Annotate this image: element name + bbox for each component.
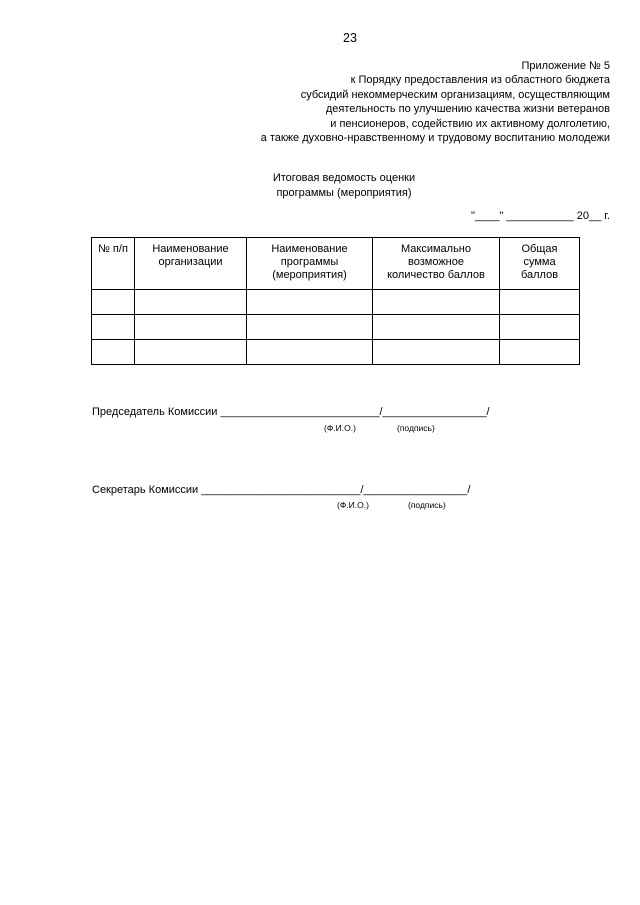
table-row bbox=[92, 315, 580, 340]
chairman-signature-line: Председатель Комиссии __________________________/_________________/ bbox=[92, 406, 490, 418]
title-line-2: программы (мероприятия) bbox=[276, 186, 412, 199]
appendix-line: деятельность по улучшению качества жизни ветеранов bbox=[325, 103, 610, 116]
table-cell[interactable] bbox=[500, 290, 580, 315]
document-title bbox=[0, 171, 640, 200]
table-cell[interactable] bbox=[247, 290, 373, 315]
chairman-signature-hint: (подпись) bbox=[397, 423, 435, 433]
date-line: "____" ___________ 20__ г. bbox=[471, 210, 610, 222]
chairman-fio-hint: (Ф.И.О.) bbox=[324, 423, 356, 433]
secretary-signature-hint: (подпись) bbox=[408, 500, 446, 510]
table-cell[interactable] bbox=[92, 340, 135, 365]
table-cell[interactable] bbox=[373, 290, 500, 315]
table-row bbox=[92, 290, 580, 315]
table-cell[interactable] bbox=[135, 290, 247, 315]
secretary-fio-hint: (Ф.И.О.) bbox=[337, 500, 369, 510]
table-cell[interactable] bbox=[135, 340, 247, 365]
page-number: 23 bbox=[343, 31, 357, 45]
appendix-line: субсидий некоммерческим организациям, осуществляющим bbox=[300, 88, 610, 101]
appendix-header bbox=[190, 59, 610, 145]
table-header-row bbox=[92, 238, 580, 290]
header-max-score: Максимально возможное количество баллов bbox=[373, 238, 500, 290]
table-cell[interactable] bbox=[247, 315, 373, 340]
appendix-line: а также духовно-нравственному и трудовому воспитанию молодежи bbox=[260, 132, 610, 145]
secretary-signature-line: Секретарь Комиссии __________________________/_________________/ bbox=[92, 484, 471, 496]
table-cell[interactable] bbox=[500, 340, 580, 365]
score-table bbox=[91, 237, 580, 365]
table-row bbox=[92, 340, 580, 365]
table-cell[interactable] bbox=[135, 315, 247, 340]
appendix-line: Приложение № 5 bbox=[521, 60, 610, 72]
header-program: Наименование программы (мероприятия) bbox=[247, 238, 373, 290]
table-cell[interactable] bbox=[373, 340, 500, 365]
table-cell[interactable] bbox=[92, 315, 135, 340]
header-total-score: Общая сумма баллов bbox=[500, 238, 580, 290]
appendix-line: к Порядку предоставления из областного бюджета bbox=[350, 74, 610, 87]
header-number: № п/п bbox=[92, 238, 135, 290]
table-cell[interactable] bbox=[247, 340, 373, 365]
title-line-1: Итоговая ведомость оценки bbox=[272, 172, 416, 184]
table-cell[interactable] bbox=[373, 315, 500, 340]
table-cell[interactable] bbox=[92, 290, 135, 315]
table-cell[interactable] bbox=[500, 315, 580, 340]
header-organization: Наименование организации bbox=[135, 238, 247, 290]
appendix-line: и пенсионеров, содействию их активному долголетию, bbox=[330, 117, 610, 130]
